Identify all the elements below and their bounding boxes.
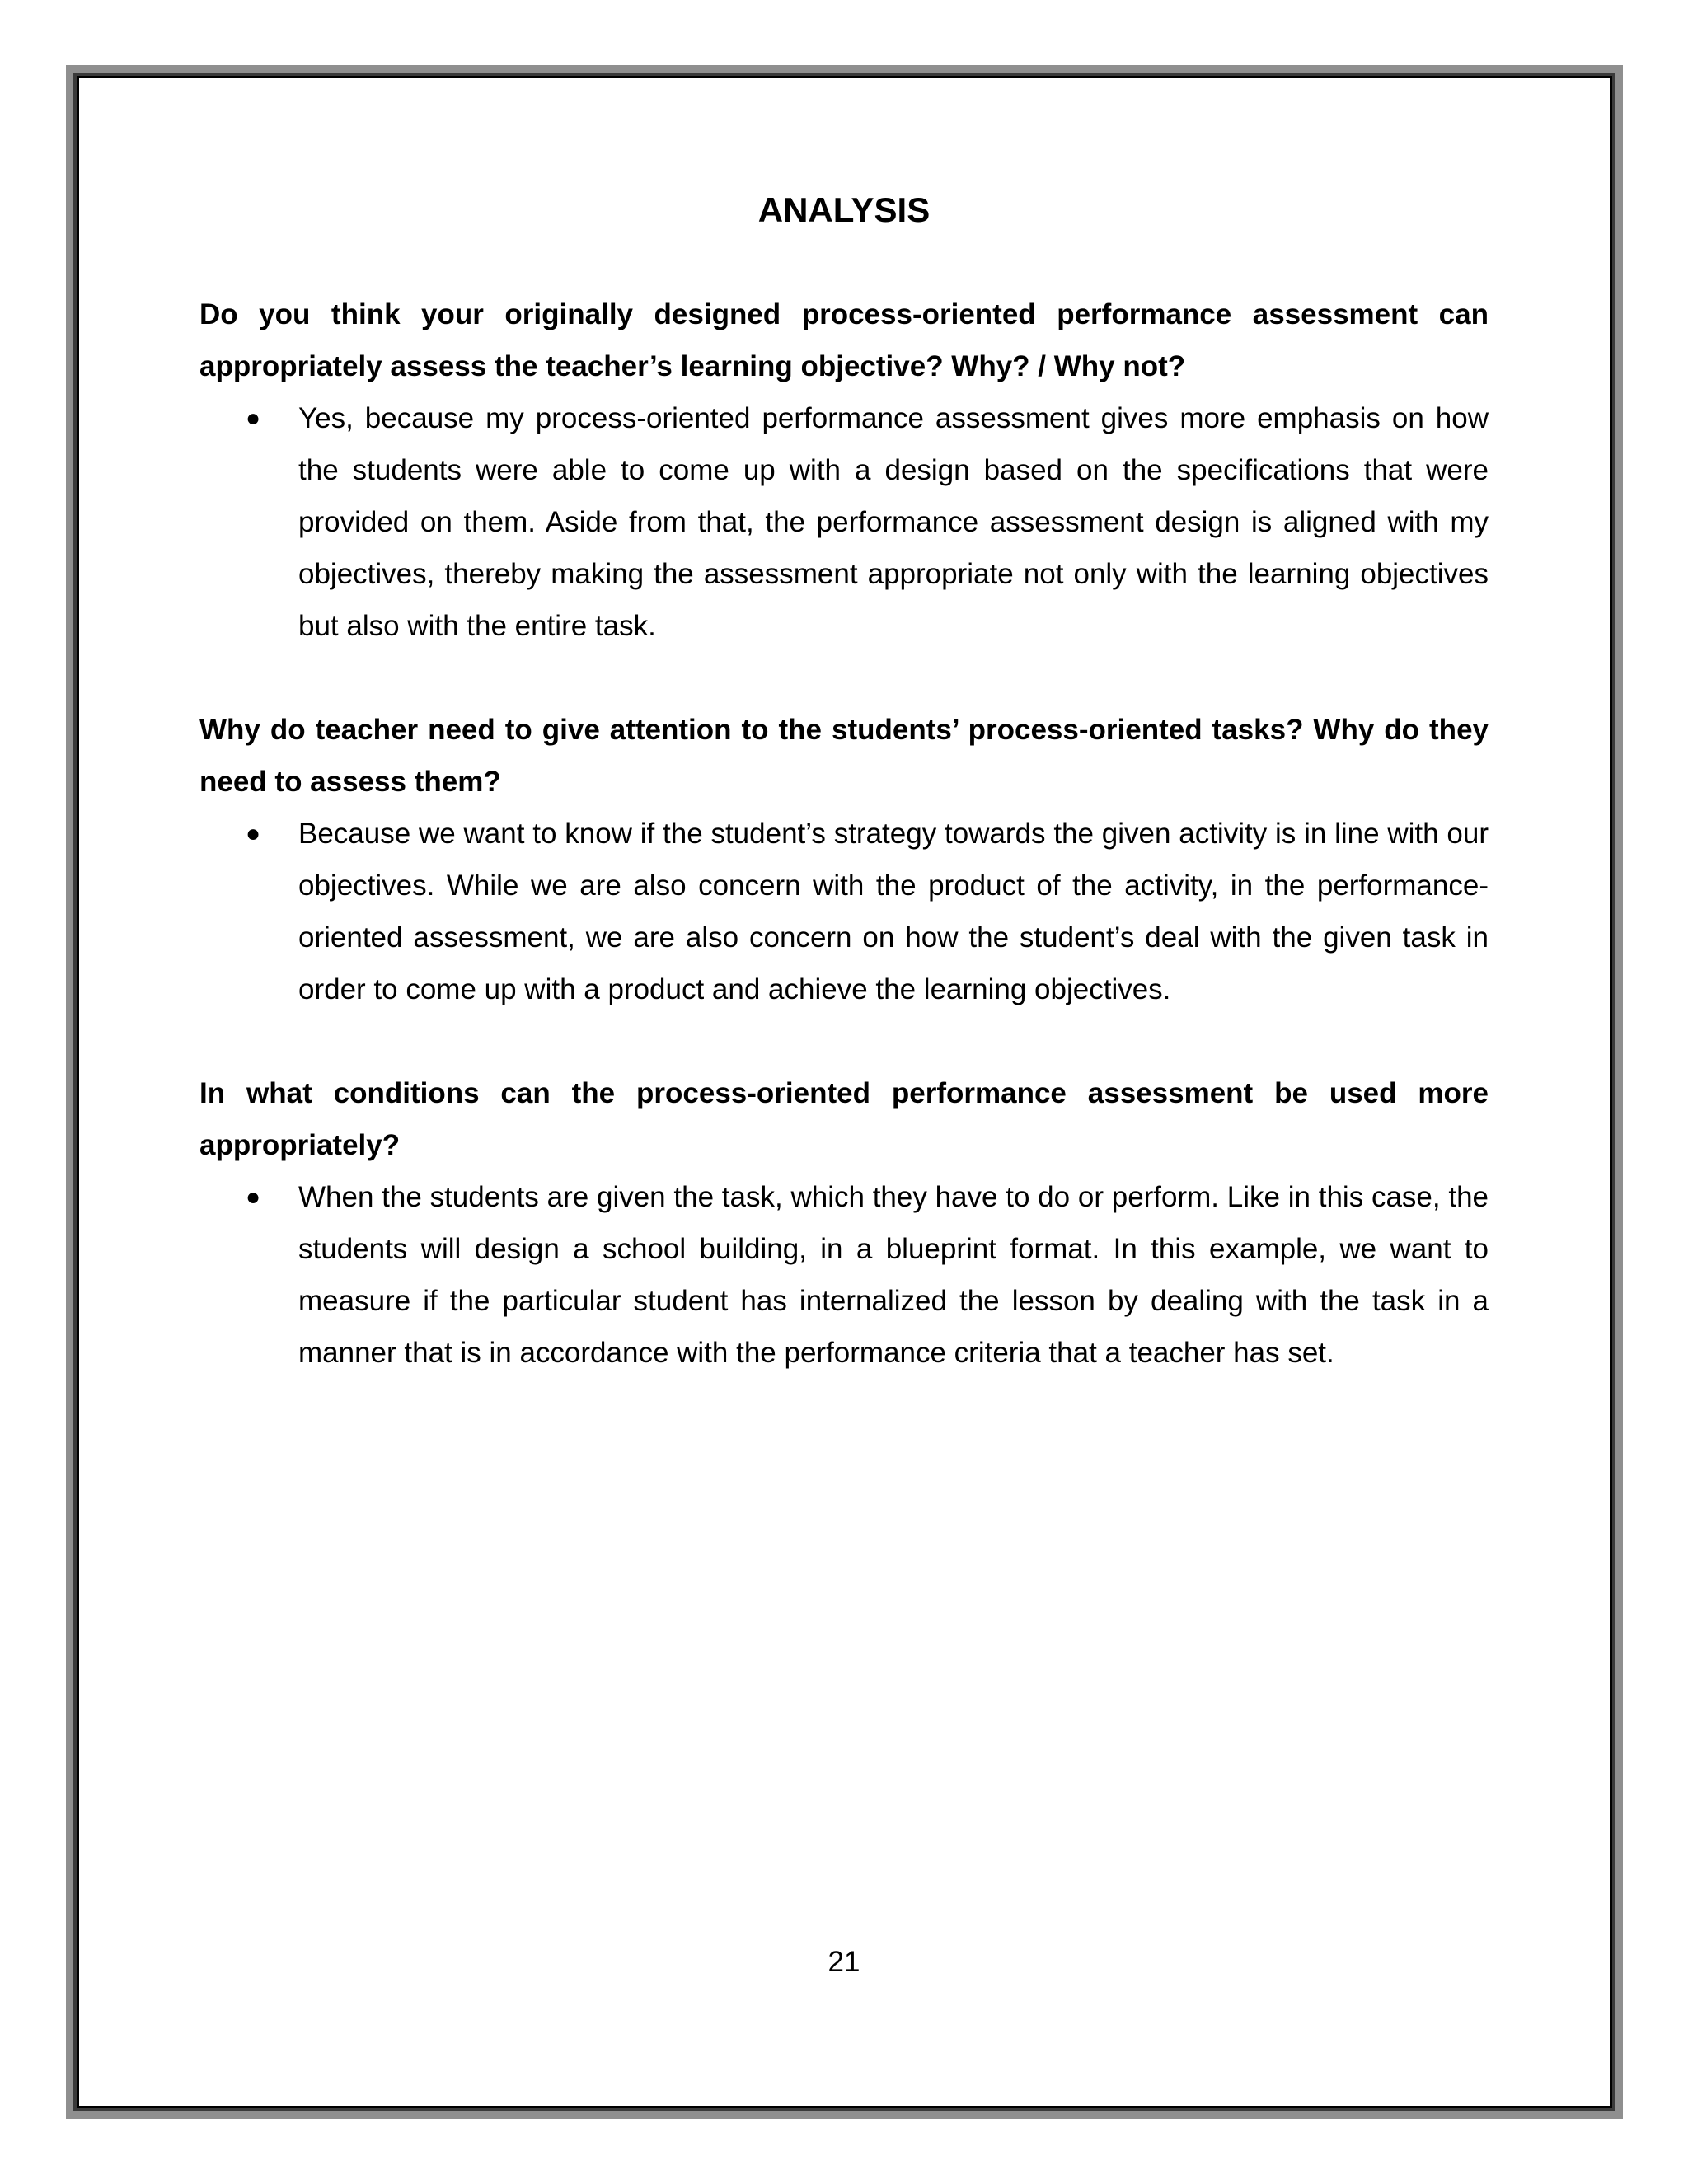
- question-text: Why do teacher need to give attention to the students’ process-oriented tasks? Why do they need to assess them?: [199, 714, 1489, 799]
- answer-list: [199, 808, 1489, 1015]
- page-number: 21: [828, 1946, 860, 1978]
- answer-list: [199, 1171, 1489, 1379]
- bullet-icon: ●: [246, 1183, 261, 1212]
- page-title: ANALYSIS: [757, 190, 931, 229]
- question-text: In what conditions can the process-oriented performance assessment be used more appropriately?: [199, 1077, 1489, 1162]
- answer-text: Because we want to know if the student’s strategy towards the given activity is in line with our objectives. While we are also concern with the product of the activity, in the performance-oriented assessment, we are also concern on how the student’s deal with the given task in order to come up with a product and achieve the learning objectives.: [298, 818, 1489, 1006]
- answer-item: [199, 808, 1489, 1015]
- bullet-icon: ●: [246, 405, 261, 433]
- answer-text: When the students are given the task, which they have to do or perform. Like in this case, the students will design a school building, in a blueprint format. In this example, we want to measure if the particular student has internalized the lesson by dealing with the task in a manner that is in accordance with the performance criteria that a teacher has set.: [298, 1181, 1489, 1370]
- analysis-section-1: [199, 288, 1489, 652]
- answer-list: [199, 392, 1489, 652]
- answer-item: [199, 1171, 1489, 1379]
- answer-text: Yes, because my process-oriented performance assessment gives more emphasis on how the students were able to come up with a design based on the specifications that were provided on them. Aside from that, the performance assessment design is aligned with my objectives, thereby making the assessment appropriate not only with the learning objectives but also with the entire task.: [298, 402, 1489, 643]
- question-text: Do you think your originally designed process-oriented performance assessment can appropriately assess the teacher’s learning objective? Why? / Why not?: [199, 298, 1489, 383]
- analysis-section-3: [199, 1067, 1489, 1379]
- document-body: [199, 190, 1489, 1431]
- analysis-section-2: [199, 704, 1489, 1015]
- bullet-icon: ●: [246, 820, 261, 848]
- answer-item: [199, 392, 1489, 652]
